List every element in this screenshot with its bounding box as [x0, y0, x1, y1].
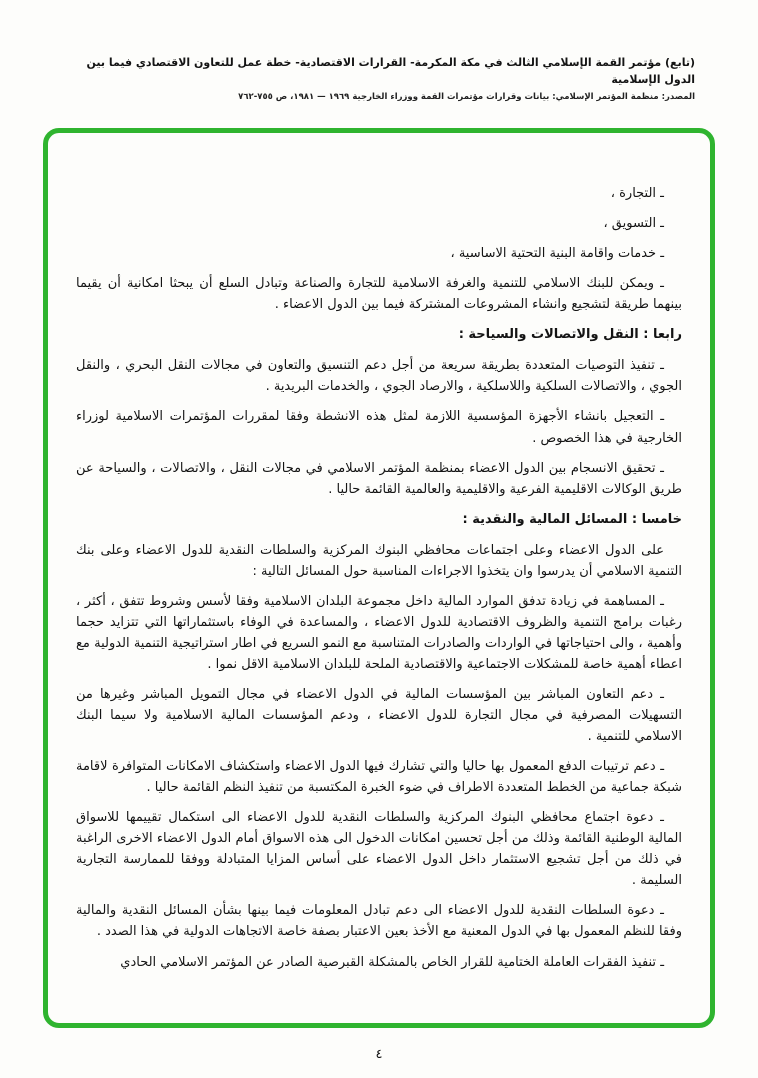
- page-header: [0, 0, 758, 102]
- list-item: ـ التجارة ،: [610, 186, 664, 202]
- list-item: ـ دعوة اجتماع محافظي البنوك المركزية والسلطات النقدية للدول الاعضاء الى استكمال تقييمها للاسواق المالية الوطنية القائمة وذلك من أجل تحسين امكانات الدخول الى هذه الاسواق أمام الدول الاعضاء الاخرى الراغبة في ذلك من أجل تشجيع الاستثمار داخل الدول الاعضاء على أساس المزايا المتبادلة ووفقا للممارسة التجارية السليمة .: [76, 810, 682, 889]
- list-item: ـ تنفيذ التوصيات المتعددة بطريقة سريعة من أجل دعم التنسيق والتعاون في مجالات النقل البحري ، والنقل الجوي ، والاتصالات السلكية واللاسلكية ، والارصاد الجوي ، والخدمات البريدية .: [76, 358, 682, 395]
- document-source-line: المصدر: منظمة المؤتمر الإسلامي: بيانات وقرارات مؤتمرات القمة ووزراء الخارجية ١٩٦٩ — ١٩٨١، ص ٧٥٥-٧٦٢: [238, 92, 695, 103]
- list-item: ـ المساهمة في زيادة تدفق الموارد المالية داخل مجموعة البلدان الاسلامية وفقا لأسس وشروط تتفق ، أكثر ، رغبات برامج التنمية والظروف الاقتصادية للدول الاعضاء ، والمساعدة في الوفاء باستثماراتها التي تتزايد حجما وأهمية ، والى احتياجاتها في الواردات والصادرات المتناسبة مع النمو السريع في اطار استراتيجية التنمية الدولية مع اعطاء أهمية خاصة للمشكلات الاجتماعية والاقتصادية الملحة للبلدان الاسلامية الاقل نموا .: [76, 593, 682, 672]
- list-item: ـ دعم التعاون المباشر بين المؤسسات المالية في الدول الاعضاء في مجال التمويل المباشر وغيرها من التسهيلات المصرفية في مجال التجارة للدول الاعضاء ، ودعم المؤسسات المالية الاسلامية ولا سيما البنك الاسلامي للتنمية .: [76, 686, 682, 745]
- list-item: ـ دعم ترتيبات الدفع المعمول بها حاليا والتي تشارك فيها الدول الاعضاء واستكشاف الامكانات المتوافرة لاقامة شبكة جماعية من الخطط المتعددة الاطراف في ضوء الخبرة المكتسبة من تنفيذ النظم القائمة حاليا .: [76, 759, 682, 796]
- page-number: ٤: [375, 1047, 383, 1062]
- body-paragraph: على الدول الاعضاء وعلى اجتماعات محافظي البنوك المركزية والسلطات النقدية للدول الاعضاء وعلى بنك التنمية الاسلامي أن يدرسوا وان يتخذوا الاجراءات المناسبة حول المسائل التالية :: [76, 542, 682, 579]
- page-footer: [0, 1047, 758, 1062]
- list-item: ـ تنفيذ الفقرات العاملة الختامية للقرار الخاص بالمشكلة القبرصية الصادر عن المؤتمر الاسلامي الحادي: [120, 954, 664, 970]
- list-item: ـ خدمات واقامة البنية التحتية الاساسية ،: [450, 246, 664, 262]
- section-heading: خامسا : المسائل المالية والنقدية :: [462, 511, 682, 527]
- list-item: ـ تحقيق الانسجام بين الدول الاعضاء بمنظمة المؤتمر الاسلامي في مجالات النقل ، والاتصالات ، والسياحة عن طريق الوكالات الاقليمية الفرعية والاقليمية والعالمية القائمة حاليا .: [76, 460, 682, 497]
- document-body: [76, 183, 682, 972]
- list-item: ـ ويمكن للبنك الاسلامي للتنمية والغرفة الاسلامية للتجارة والصناعة وتبادل السلع أن يبحثا امكانية أن يقيما بينهما طريقة لتشجيع وانشاء المشروعات المشتركة فيما بين الدول الاعضاء .: [76, 276, 682, 313]
- content-border-box: [43, 128, 715, 1028]
- list-item: ـ التسويق ،: [603, 216, 664, 232]
- list-item: ـ التعجيل بانشاء الأجهزة المؤسسية اللازمة لمثل هذه الانشطة وفقا لمقررات المؤتمرات الاسلامية لوزراء الخارجية في هذا الخصوص .: [76, 409, 682, 446]
- list-item: ـ دعوة السلطات النقدية للدول الاعضاء الى دعم تبادل المعلومات فيما بينها بشأن المسائل النقدية والمالية وفقا للنظم المعمول بها في الدول المعنية مع الأخذ بعين الاعتبار بصفة خاصة الاتجاهات الدولية في هذا الصدد .: [76, 903, 682, 940]
- section-heading: رابعا : النقل والاتصالات والسياحة :: [458, 327, 682, 343]
- document-title: (تابع) مؤتمر القمة الإسلامي الثالث في مكة المكرمة- القرارات الاقتصادية- خطة عمل للتعاون الاقتصادي فيما بين الدول الإسلامية: [86, 56, 695, 87]
